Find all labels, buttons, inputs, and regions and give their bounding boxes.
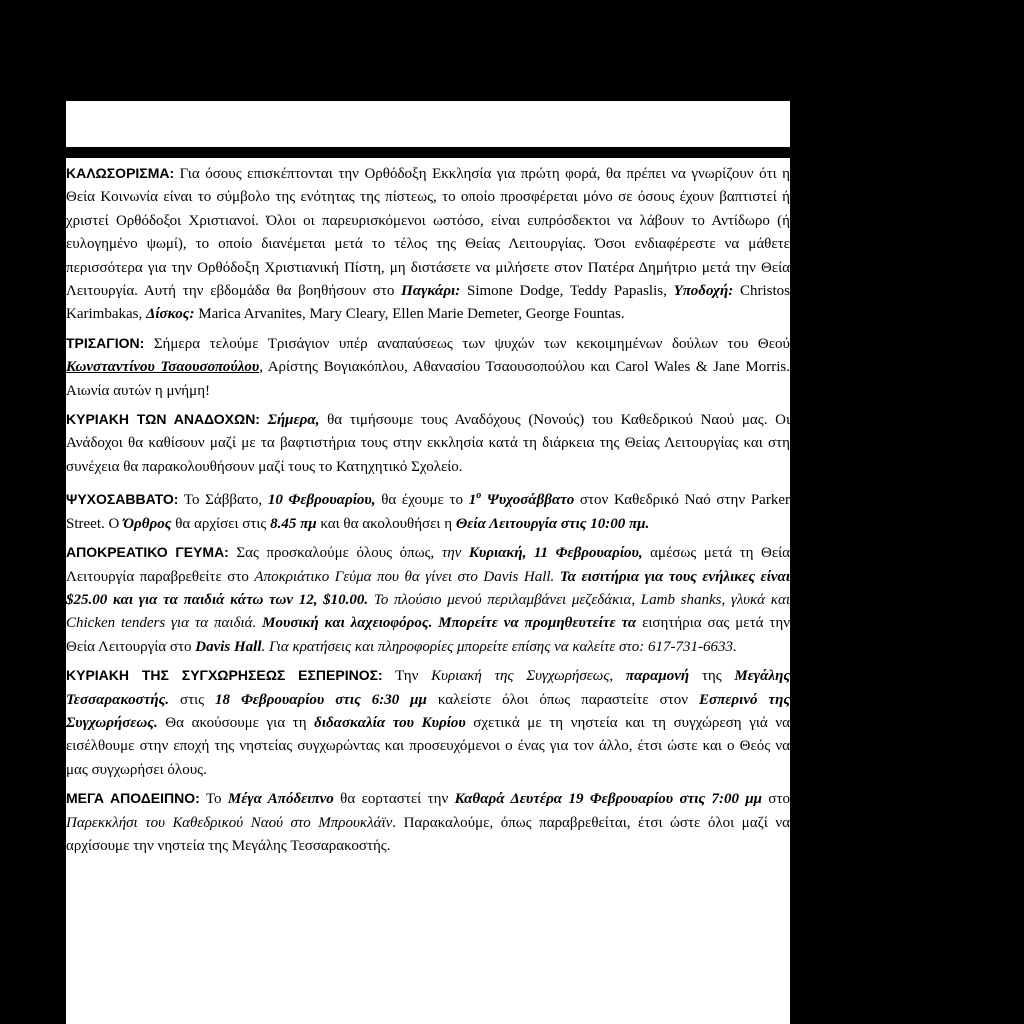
- emphasis-text: Ψυχοσάββατο: [481, 492, 575, 509]
- section-text: Το: [199, 791, 228, 808]
- italic-text: Το πλούσιο μενού περιλαμβάνει μεζεδάκια, Lamb shanks, γλυκά και Chicken tenders για τα παιδιά.: [66, 591, 790, 632]
- bulletin-content: [66, 158, 790, 858]
- emphasis-text: διδασκαλία του Κυρίου: [314, 714, 466, 731]
- emphasis-text: 1: [468, 492, 477, 509]
- italic-text: που θα γίνει στο Davis Hall.: [377, 568, 555, 585]
- section-text: της: [689, 668, 735, 685]
- deceased-name: Κωνσταντίνου Τσαουσοπούλου: [66, 359, 260, 376]
- emphasis-text: 8.45 πμ: [270, 515, 317, 532]
- spacer: [461, 545, 469, 561]
- italic-text: την: [441, 545, 462, 562]
- section-meal: [66, 541, 790, 659]
- emphasis-text: Σήμερα,: [267, 412, 320, 429]
- header-bar: [66, 101, 790, 147]
- emphasis-text: Μεγάλης Τεσσαρακοστής.: [66, 668, 790, 708]
- section-heading: ΚΥΡΙΑΚΗ ΤΗΣ ΣΥΓΧΩΡΗΣΕΩΣ ΕΣΠΕΡΙΝΟΣ:: [66, 667, 383, 684]
- section-trisagion: [66, 332, 790, 403]
- section-text: Σήμερα τελούμε Τρισάγιον υπέρ αναπαύσεως των ψυχών των κεκοιμημένων δούλων του Θεού: [144, 335, 790, 352]
- section-text: καλείστε όλοι όπως παραστείτε στον: [426, 691, 699, 708]
- emphasis-text: Μέγα Απόδειπνο: [227, 791, 334, 808]
- section-text: θα εορταστεί την: [333, 791, 455, 808]
- section-heading: ΑΠΟΚΡΕΑΤΙΚΟ ΓΕΥΜΑ:: [66, 544, 229, 561]
- section-text: Σας προσκαλούμε όλους όπως,: [228, 545, 442, 562]
- section-text: εισητήρια σας μετά την Θεία Λειτουργία στο: [66, 615, 790, 655]
- spacer: [613, 668, 626, 684]
- section-psychosavvato: [66, 484, 790, 536]
- italic-text: Αποκριάτικο Γεύμα: [254, 568, 372, 585]
- superscript: ο: [476, 490, 482, 502]
- emphasis-text: Καθαρά Δευτέρα 19 Φεβρουαρίου στις 7:00 μμ: [454, 791, 763, 808]
- section-welcome: [66, 162, 790, 327]
- section-heading: ΜΕΓΑ ΑΠΟΔΕΙΠΝΟ:: [66, 790, 200, 807]
- emphasis-text: παραμονή: [625, 668, 690, 685]
- section-text: θα τιμήσουμε τους Αναδόχους (Νονούς) του Καθεδρικού Ναού μας. Οι Ανάδοχοι θα καθίσουν μαζί με τα βαφτιστήρια τους στην εκκλησία κατά τη διάρκεια της Θείας Λειτουργίας και στη συνέχεια θα παρακολουθήσουν μαζί τους το Κατηχητικό Σχολείο.: [66, 412, 790, 475]
- emphasis-text: Μουσική και λαχειοφόρος. Μπορείτε να προμηθευτείτε τα: [262, 615, 637, 632]
- section-heading: ΚΥΡΙΑΚΗ ΤΩΝ ΑΝΑΔΟΧΩΝ:: [66, 411, 260, 428]
- section-text: Για όσους επισκέπτονται την Ορθόδοξη Εκκλησία για πρώτη φορά, θα πρέπει να γνωρίζουν ότι η Θεία Κοινωνία είναι το σύμβολο της ενότητας της πίστεως, το οποίο προσφέρεται μόνο σε όσους έχουν βαπτιστεί ή χριστεί Ορθόδοξοι Χριστιανοί. Όλοι οι παρευρισκόμενοι ωστόσο, είναι ευπρόσδεκτοι να λάβουν το Αντίδωρο (ή ευλογημένο ψωμί), το οποίο διανέμεται μετά το τέλος της Θείας Λειτουργίας. Όσοι ενδιαφέρεστε να μάθετε περισσότερα για την Ορθόδοξη Χριστιανική Πίστη, μη διστάσετε να μιλήσετε στον Πατέρα Δημήτριο μετά την Θεία Λειτουργία. Αυτή την εβδομάδα θα βοηθήσουν στο: [66, 166, 790, 300]
- bulletin-page: [66, 158, 790, 1024]
- section-text: Marica Arvanites, Mary Cleary, Ellen Marie Demeter, George Fountas.: [194, 306, 625, 323]
- section-heading: ΚΑΛΩΣΟΡΙΣΜΑ:: [66, 165, 175, 181]
- section-text: στο: [762, 791, 790, 808]
- section-text: Simone Dodge, Teddy Papaslis,: [460, 283, 674, 300]
- emphasis-text: Όρθρος: [123, 515, 172, 532]
- section-text: . Παρακαλούμε, όπως παραβρεθείται, έτσι ώστε όλοι μαζί να αρχίσουμε την νηστεία της Μεγάλης Τεσσαρακοστής.: [66, 814, 790, 854]
- section-heading: ΨΥΧΟΣΑΒΒΑΤΟ:: [66, 491, 179, 508]
- section-text: Christos Karimbakas,: [66, 283, 790, 323]
- section-text: θα αρχίσει στις: [171, 515, 271, 532]
- section-text: , Αρίστης Βογιακόπλου, Αθανασίου Τσαουσοπούλου και Carol Wales & Jane Morris. Αιωνία αυτών η μνήμη!: [66, 359, 790, 399]
- emphasis-text: 10 Φεβρουαρίου,: [267, 492, 376, 509]
- section-text: σχετικά με τη νηστεία και τη συγχώρεση γιά να εισέλθουμε στην εποχή της νηστείας συγχωρώντας και προσευχόμενοι ο ένας για τον άλλο, έτσι ώστε και ο Θεός να μας συγχωρήσει όλους.: [66, 714, 790, 778]
- section-text: στις: [169, 691, 216, 708]
- emphasis-text: Θεία Λειτουργία στις 10:00 πμ.: [455, 515, 650, 532]
- section-text: θα έχουμε το: [375, 492, 469, 509]
- italic-text: . Για κρατήσεις και πληροφορίες μπορείτε επίσης να καλείτε στο: 617-731-6633.: [261, 638, 737, 655]
- section-text: Το Σάββατο,: [178, 492, 268, 509]
- italic-text: Κυριακή της Συγχωρήσεως,: [431, 668, 614, 685]
- section-text: αμέσως μετά τη Θεία Λειτουργία παραβρεθείτε στο: [66, 545, 790, 585]
- emphasis-text: Davis Hall: [195, 638, 262, 655]
- section-vespers: [66, 664, 790, 782]
- section-text: Την: [382, 668, 432, 685]
- emphasis-text: Εσπερινό της Συγχωρήσεως.: [66, 691, 790, 731]
- section-godparents: [66, 408, 790, 479]
- section-text: Θα ακούσουμε για τη: [157, 714, 315, 731]
- emphasis-text: Κυριακή, 11 Φεβρουαρίου,: [468, 545, 643, 562]
- section-text: στον Καθεδρικό Ναό στην Parker Street. Ο: [66, 492, 790, 532]
- label-ypodochi: Υποδοχή:: [673, 283, 734, 300]
- italic-text: Παρεκκλήσι του Καθεδρικού Ναού στο Μπρουκλάϊν: [66, 814, 393, 831]
- emphasis-text: Τα εισιτήρια για τους ενήλικες είναι $25.00 και για τα παιδιά κάτω των 12, $10.00.: [66, 568, 790, 608]
- section-text: και θα ακολουθήσει η: [316, 515, 456, 532]
- emphasis-text: 18 Φεβρουαρίου στις 6:30 μμ: [215, 691, 427, 708]
- section-compline: [66, 787, 790, 858]
- section-heading: ΤΡΙΣΑΓΙΟΝ:: [66, 334, 145, 351]
- label-diskos: Δίσκος:: [145, 306, 195, 323]
- label-pangari: Παγκάρι:: [401, 283, 461, 300]
